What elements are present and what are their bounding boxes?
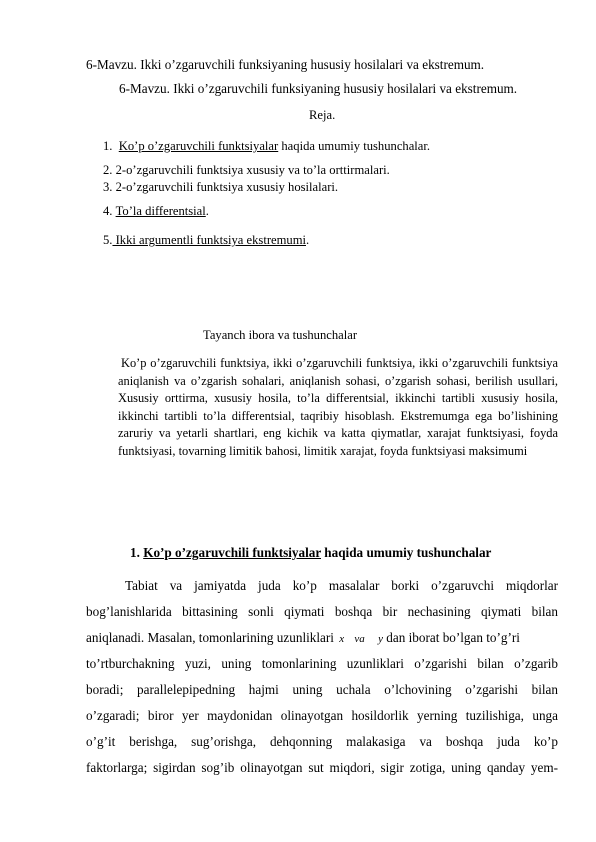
body-line-6: o’zgaradi; biror yer maydonidan olinayotgan hosildorlik yerning tuzilishiga, unga — [86, 708, 558, 723]
plan-item-3: 3. 2-o’zgaruvchili funktsiya xususiy hosilalari. — [103, 180, 339, 194]
keywords-title: Tayanch ibora va tushunchalar — [203, 328, 358, 342]
var-va: va — [354, 633, 365, 645]
body-line-3: aniqlanadi. Masalan, tomonlarining uzunliklari x va y dan iborat bo’lgan to’g’ri — [86, 630, 520, 645]
reja-title: Reja. — [309, 108, 336, 122]
body-line-4: to’rtburchakning yuzi, uning tomonlarining uzunliklari o’zgarishi bilan o’zgarib — [86, 656, 558, 671]
plan-item-5-link[interactable]: Ikki argumentli funktsiya ekstremumi — [112, 233, 306, 247]
body-line-1: Tabiat va jamiyatda juda ko’p masalalar borki o’zgaruvchi miqdorlar — [125, 578, 558, 593]
body-line-7: o’g’it berishga, sug’orishga, dehqonning malakasiga va boshqa juda ko’p — [86, 734, 558, 749]
plan-item-4: 4. To’la differentsial. — [103, 204, 209, 218]
plan-item-1: 1. Ko’p o’zgaruvchili funktsiyalar haqida umumiy tushunchalar. — [103, 139, 431, 153]
section-1-link[interactable]: Ko’p o’zgaruvchili funktsiyalar — [143, 545, 321, 560]
var-x: x — [339, 633, 345, 645]
header-top: 6-Mavzu. Ikki o’zgaruvchili funksiyaning hususiy hosilalari va ekstremum. — [86, 57, 485, 72]
plan-item-1-link[interactable]: Ko’p o’zgaruvchili funktsiyalar — [118, 139, 279, 153]
plan-item-4-link[interactable]: To’la differentsial — [115, 204, 206, 218]
var-y: y — [378, 633, 383, 645]
keywords-text: Ko’p o’zgaruvchili funktsiya, ikki o’zgaruvchili funktsiya, ikki o’zgaruvchili funktsiya aniqlanish va o’zgarish sohalari, aniqlanish sohasi, o’zgarish sohasi, berilish usullari, Xususiy orttirma, xususiy hosila, to’la differentsial, ikkinchi tartibli xususiy hosila, ikkinchi tartibli to’la differentsial, taqribiy hisoblash. Ekstremumga ega bo’lishining zaruriy va yetarli shartlari, eng kichik va katta qiymatlar, xarajat funktsiyasi, foyda funktsiyasi, tovarning limitik bahosi, limitik xarajat, foyda funktsiyasi maksimumi — [118, 356, 558, 458]
body-line-8: faktorlarga; sigirdan sog’ib olinayotgan sut miqdori, sigir zotiga, uning qanday yem- — [86, 760, 558, 775]
plan-item-5: 5. Ikki argumentli funktsiya ekstremumi. — [103, 233, 310, 247]
body-line-2: bog’lanishlarida bittasining sonli qiymati boshqa bir nechasining qiymati bilan — [86, 604, 558, 619]
body-line-5: boradi; parallelepipedning hajmi uning uchala o’lchovining o’zgarishi bilan — [86, 682, 558, 697]
header-second: 6-Mavzu. Ikki o’zgaruvchili funksiyaning hususiy hosilalari va ekstremum. — [119, 81, 518, 96]
section-1-heading: 1. Ko’p o’zgaruvchili funktsiyalar haqida umumiy tushunchalar — [130, 545, 492, 560]
plan-item-2: 2. 2-o’zgaruvchili funktsiya xususiy va to’la orttirmalari. — [103, 163, 390, 177]
